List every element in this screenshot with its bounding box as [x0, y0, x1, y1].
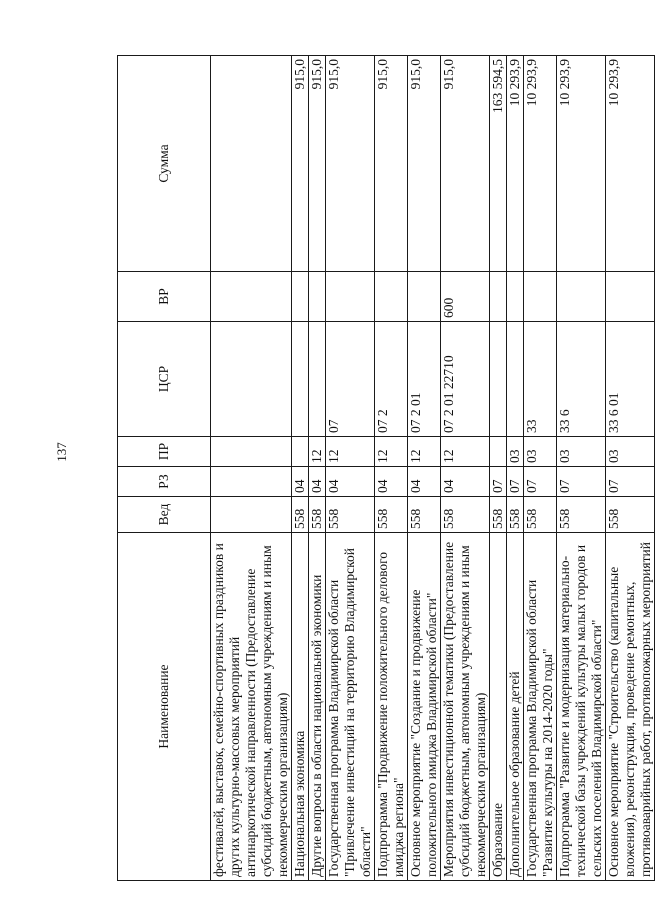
cell-pr: 12: [326, 437, 375, 467]
cell-rz: 04: [375, 467, 408, 497]
table-row: [408, 56, 441, 881]
cell-vr: [326, 272, 375, 322]
cell-pr: 12: [408, 437, 441, 467]
cell-sum: 10 293,9: [606, 56, 655, 272]
cell-pr: [292, 437, 309, 467]
cell-csr: 07: [326, 322, 375, 437]
cell-rz: 07: [507, 467, 524, 497]
cell-csr: 33: [524, 322, 557, 437]
cell-rz: 04: [408, 467, 441, 497]
cell-ved: 558: [490, 497, 507, 533]
cell-csr: 33 6 01: [606, 322, 655, 437]
cell-vr: [606, 272, 655, 322]
cell-sum: [211, 56, 292, 272]
cell-rz: [211, 467, 292, 497]
cell-pr: 03: [557, 437, 606, 467]
cell-vr: [309, 272, 326, 322]
cell-name: Государственная программа Владимирской области "Привлечение инвестиций на территорию Владимирской области": [326, 533, 375, 881]
cell-csr: [292, 322, 309, 437]
cell-sum: 10 293,9: [507, 56, 524, 272]
cell-ved: 558: [507, 497, 524, 533]
table-row: [490, 56, 507, 881]
cell-ved: 558: [375, 497, 408, 533]
cell-vr: [375, 272, 408, 322]
cell-ved: 558: [292, 497, 309, 533]
cell-ved: 558: [524, 497, 557, 533]
cell-sum: 915,0: [292, 56, 309, 272]
cell-name: фестивалей, выставок, семейно-спортивных праздников и других культурно-массовых мероприятий антинаркотической направленности (Предоставление субсидий бюджетным, автономным учреждениям и иным некоммерческим организациям): [211, 533, 292, 881]
cell-name: Дополнительное образование детей: [507, 533, 524, 881]
cell-csr: [490, 322, 507, 437]
column-header-name: Наименование: [118, 533, 211, 881]
rotated-table-container: [117, 56, 653, 881]
cell-ved: 558: [557, 497, 606, 533]
cell-pr: [211, 437, 292, 467]
cell-rz: 04: [292, 467, 309, 497]
cell-ved: 558: [309, 497, 326, 533]
cell-sum: 10 293,9: [524, 56, 557, 272]
table-body: [211, 56, 655, 881]
cell-name: Подпрограмма "Продвижение положительного делового имиджа региона": [375, 533, 408, 881]
cell-ved: 558: [606, 497, 655, 533]
cell-csr: 07 2 01: [408, 322, 441, 437]
table-row: [326, 56, 375, 881]
table-row: [211, 56, 292, 881]
cell-name: Другие вопросы в области национальной экономики: [309, 533, 326, 881]
column-header-pr: ПР: [118, 437, 211, 467]
column-header-ved: Вед: [118, 497, 211, 533]
page-number: 137: [53, 442, 69, 462]
column-header-vr: ВР: [118, 272, 211, 322]
cell-vr: [507, 272, 524, 322]
cell-rz: 07: [557, 467, 606, 497]
cell-vr: [524, 272, 557, 322]
table-row: [524, 56, 557, 881]
table-header-row: [118, 56, 211, 881]
cell-vr: [557, 272, 606, 322]
cell-pr: 12: [309, 437, 326, 467]
cell-csr: 07 2: [375, 322, 408, 437]
cell-csr: [211, 322, 292, 437]
cell-sum: 915,0: [375, 56, 408, 272]
cell-vr: [490, 272, 507, 322]
cell-rz: 07: [606, 467, 655, 497]
table-row: [441, 56, 490, 881]
cell-ved: 558: [408, 497, 441, 533]
cell-name: Подпрограмма "Развитие и модернизация материально-технической базы учреждений культуры малых городов и сельских поселений Владимирской области": [557, 533, 606, 881]
cell-sum: 915,0: [441, 56, 490, 272]
cell-name: Государственная программа Владимирской области "Развитие культуры на 2014-2020 годы": [524, 533, 557, 881]
cell-name: Образование: [490, 533, 507, 881]
column-header-sum: Сумма: [118, 56, 211, 272]
cell-rz: 04: [441, 467, 490, 497]
cell-rz: 07: [490, 467, 507, 497]
cell-csr: [309, 322, 326, 437]
cell-ved: 558: [326, 497, 375, 533]
table-row: [557, 56, 606, 881]
cell-vr: 600: [441, 272, 490, 322]
cell-ved: 558: [441, 497, 490, 533]
cell-name: Основное мероприятие "Строительство (капитальные вложения), реконструкция, проведение ремонтных, противоаварийных работ, противопожарных мероприятий: [606, 533, 655, 881]
cell-pr: 12: [441, 437, 490, 467]
table-row: [606, 56, 655, 881]
cell-sum: 915,0: [326, 56, 375, 272]
cell-name: Основное мероприятие "Создание и продвижение положительного имиджа Владимирской области": [408, 533, 441, 881]
cell-name: Мероприятия инвестиционной тематики (Предоставление субсидий бюджетным, автономным учреждениям и иным некоммерческим организациям): [441, 533, 490, 881]
cell-pr: 03: [524, 437, 557, 467]
cell-csr: 33 6: [557, 322, 606, 437]
column-header-csr: ЦСР: [118, 322, 211, 437]
column-header-rz: РЗ: [118, 467, 211, 497]
cell-pr: [490, 437, 507, 467]
cell-csr: 07 2 01 22710: [441, 322, 490, 437]
cell-pr: 03: [507, 437, 524, 467]
table-row: [507, 56, 524, 881]
cell-name: Национальная экономика: [292, 533, 309, 881]
cell-pr: 03: [606, 437, 655, 467]
cell-csr: [507, 322, 524, 437]
cell-sum: 915,0: [309, 56, 326, 272]
cell-sum: 10 293,9: [557, 56, 606, 272]
cell-rz: 04: [309, 467, 326, 497]
cell-vr: [408, 272, 441, 322]
cell-rz: 07: [524, 467, 557, 497]
cell-sum: 915,0: [408, 56, 441, 272]
table-row: [309, 56, 326, 881]
cell-vr: [292, 272, 309, 322]
cell-ved: [211, 497, 292, 533]
cell-sum: 163 594,5: [490, 56, 507, 272]
cell-pr: 12: [375, 437, 408, 467]
budget-table: [117, 55, 655, 881]
cell-vr: [211, 272, 292, 322]
table-row: [292, 56, 309, 881]
table-row: [375, 56, 408, 881]
cell-rz: 04: [326, 467, 375, 497]
